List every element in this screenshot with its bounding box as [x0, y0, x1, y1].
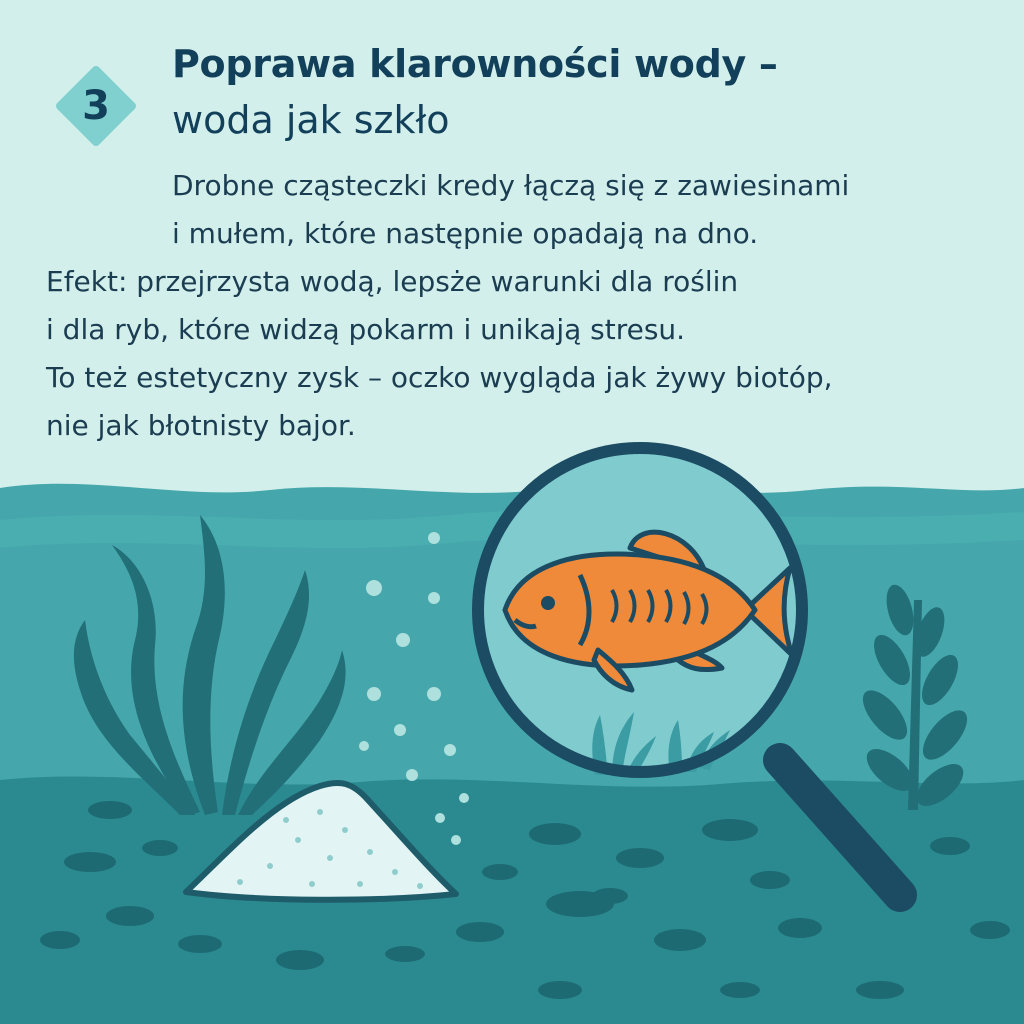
page-title	[172, 36, 778, 148]
effect-line-1: Efekt: przejrzysta wodą, lepsże warunki dla roślin	[46, 265, 739, 298]
intro-line-1: Drobne cząsteczki kredy łączą się z zawiesinami	[172, 169, 850, 202]
effect-line-3: To też estetyczny zysk – oczko wygląda jak żywy biotóp,	[46, 361, 833, 394]
step-number: 3	[82, 83, 110, 129]
intro-paragraph	[172, 162, 849, 258]
title-line-1: Poprawa klarowności wody –	[172, 42, 778, 86]
step-badge	[56, 66, 136, 146]
effect-line-2: i dla ryb, które widzą pokarm i unikają stresu.	[46, 313, 686, 346]
effect-line-4: nie jak błotnisty bajor.	[46, 409, 356, 442]
title-line-2: woda jak szkło	[172, 98, 450, 142]
effect-paragraph	[46, 258, 833, 450]
intro-line-2: i mułem, które następnie opadają na dno.	[172, 217, 759, 250]
